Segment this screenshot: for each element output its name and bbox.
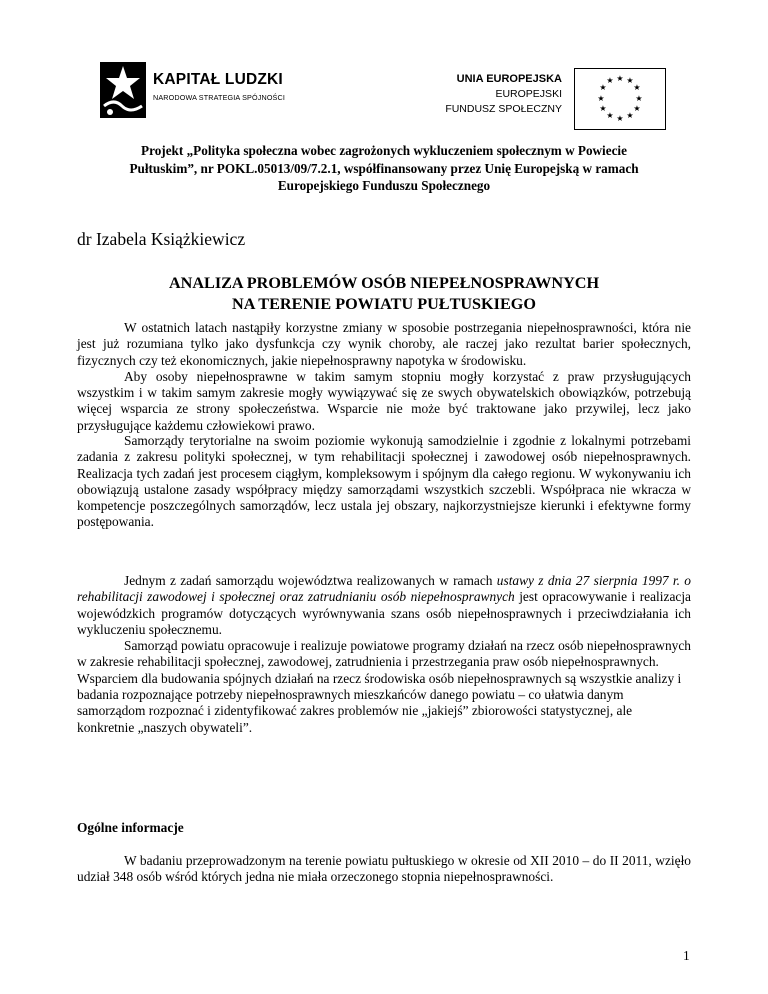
- paragraph-4: [77, 573, 691, 638]
- svg-text:★: ★: [626, 111, 634, 120]
- project-line-3: Europejskiego Funduszu Społecznego: [277, 178, 491, 194]
- intro-block: [77, 320, 691, 434]
- paragraph-1: W ostatnich latach nastąpiły korzystne zmiany w sposobie postrzegania niepełnosprawności, która nie jest już rozumiana tylko jako dysfunkcja czy wynik choroby, ale raczej jako rezultat barier społecznych, fizycznych czy też ekonomicznych, jakie niepełnosprawny napotyka w środowisku.: [77, 320, 691, 368]
- svg-text:★: ★: [599, 83, 607, 92]
- act-reference: ustawy z dnia 27 sierpnia 1997 r. o rehabilitacji zawodowej i społecznej oraz zatrudnianiu osób niepełnosprawnych: [77, 573, 691, 605]
- voivodeship-block: [77, 573, 691, 736]
- svg-text:★: ★: [626, 76, 634, 85]
- svg-text:★: ★: [616, 74, 624, 83]
- paragraph-4-start: Jednym z zadań samorządu województwa realizowanych w ramach: [124, 573, 497, 588]
- eu-line-1: UNIA EUROPEJSKA: [456, 73, 562, 85]
- svg-text:★: ★: [599, 104, 607, 113]
- local-government-block: [77, 433, 691, 531]
- eu-line-2: EUROPEJSKI: [495, 88, 562, 100]
- svg-text:★: ★: [635, 94, 643, 103]
- project-line-1: Projekt „Polityka społeczna wobec zagrożonych wykluczeniem społecznym w Powiecie: [141, 143, 627, 158]
- paragraph-7: W badaniu przeprowadzonym na terenie powiatu pułtuskiego w okresie od XII 2010 – do II 2011, wzięło udział 348 osób wśród których jedna nie miała orzeczonego stopnia niepełnosprawności.: [77, 853, 691, 885]
- svg-text:★: ★: [597, 94, 605, 103]
- paragraph-6: Wsparciem dla budowania spójnych działań na rzecz środowiska osób niepełnosprawnych są wszystkie analizy i badania rozpoznające potrzeby niepełnosprawnych mieszkańców danego powiatu – co ułatwia danym samorządom rozpoznać i zidentyfikować zakres problemów nie „jakiejś” zbiorowości statystycznej, ale konkretnie „naszych obywateli”.: [77, 670, 682, 735]
- kapital-ludzki-logo-icon: [100, 62, 146, 118]
- general-info-block: [77, 853, 691, 886]
- project-line-2: Pułtuskim”, nr POKL.05013/09/7.2.1, współfinansowany przez Unię Europejską w ramach: [129, 160, 639, 176]
- title-line-2: NA TERENIE POWIATU PUŁTUSKIEGO: [232, 294, 536, 313]
- paragraph-3: Samorządy terytorialne na swoim poziomie wykonują samodzielnie i zgodnie z lokalnymi potrzebami zadania z zakresu polityki społecznej, w tym rehabilitacji społecznej i zawodowej osób niepełnosprawnych. Realizacja tych zadań jest procesem ciągłym, kompleksowym i spójnym dla całego regionu. W wykonywaniu ich obowiązują ustalone zasady współpracy między samorządami wszystkich szczebli. Współpraca nie wkracza w kompetencje poszczególnych samorządów, lecz ustala jej obszary, najkorzystniejsze kierunki i efektywne formy postępowania.: [77, 433, 691, 530]
- kapital-ludzki-title: KAPITAŁ LUDZKI: [153, 71, 283, 88]
- section-heading: Ogólne informacje: [77, 820, 184, 835]
- eu-fund-label: [445, 72, 562, 117]
- paragraph-2: Aby osoby niepełnosprawne w takim samym stopniu mogły korzystać z praw przysługujących wszystkim i w takim samym zakresie mogły wywiązywać się ze swych obywatelskich obowiązków, potrzebują więcej wsparcia ze strony społeczeństwa. Wsparcie nie może być traktowane jako przywilej, lecz jako przysługujące każdemu człowiekowi prawo.: [77, 368, 691, 433]
- svg-text:★: ★: [616, 114, 624, 123]
- title-line-1: ANALIZA PROBLEMÓW OSÓB NIEPEŁNOSPRAWNYCH: [168, 274, 600, 292]
- eu-flag-icon: [574, 68, 666, 130]
- document-title: [60, 273, 708, 314]
- svg-text:★: ★: [606, 76, 614, 85]
- paragraph-4-end: jest opracowywanie i realizacja wojewódzkich programów dotyczących wyrównywania szans osób niepełnosprawnych i przeciwdziałania ich wykluczeniu społecznemu.: [77, 589, 691, 637]
- author-name: dr Izabela Książkiewicz: [77, 229, 246, 249]
- paragraph-5: Samorząd powiatu opracowuje i realizuje powiatowe programy działań na rzecz osób niepełnosprawnych w zakresie rehabilitacji społecznej, zawodowej, zatrudnienia i przestrzegania praw osób niepełnosprawnych.: [77, 638, 691, 670]
- svg-text:★: ★: [633, 104, 641, 113]
- eu-line-3: FUNDUSZ SPOŁECZNY: [445, 103, 562, 115]
- page-number: 1: [683, 948, 690, 963]
- project-info: [60, 142, 708, 195]
- svg-text:★: ★: [633, 83, 641, 92]
- header-logos: [0, 56, 768, 136]
- kapital-ludzki-subtitle: NARODOWA STRATEGIA SPÓJNOŚCI: [153, 93, 285, 102]
- svg-text:★: ★: [606, 111, 614, 120]
